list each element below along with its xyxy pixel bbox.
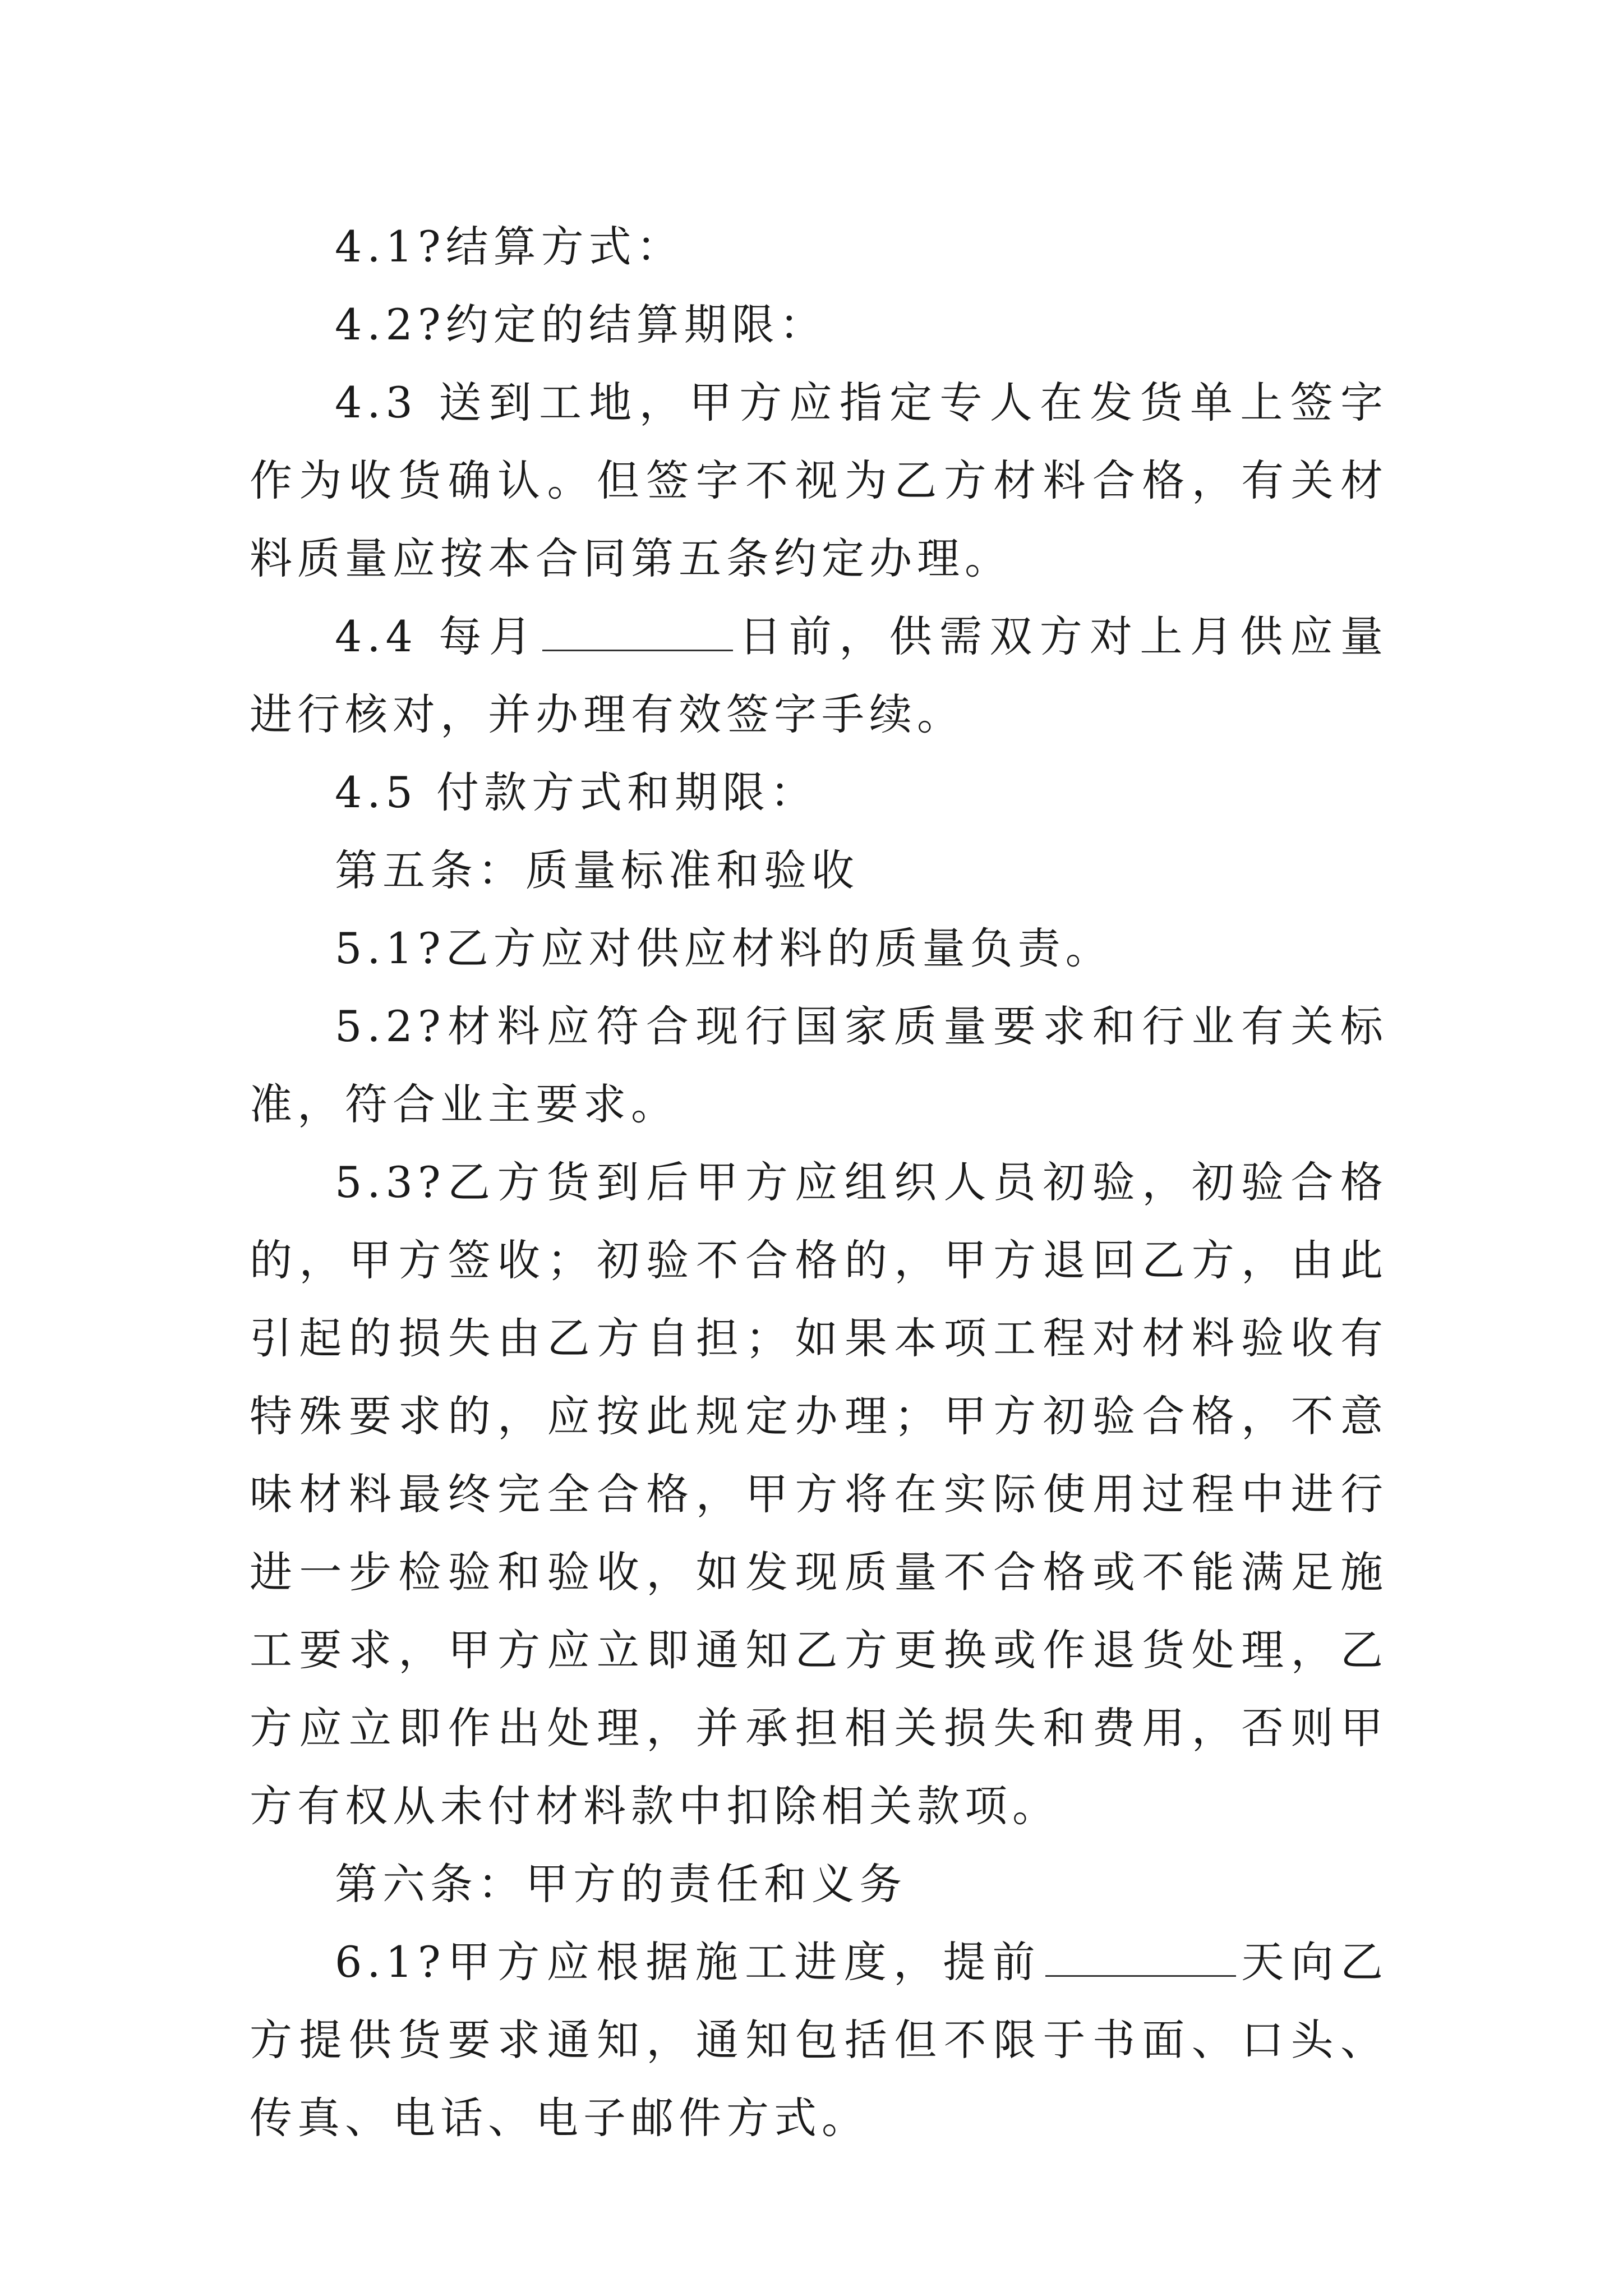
document-body: [250, 208, 1388, 2157]
clause-4-4: [250, 597, 1388, 753]
clause-5-1: 5.1?乙方应对供应材料的质量负责。: [335, 923, 1113, 973]
clause-4-4-text-after: 日前，供需双方对上月供应量进行核对，并办理有效签字手续。: [250, 611, 1389, 739]
clause-6-1: [250, 1923, 1388, 2157]
section-5-heading: 第五条：质量标准和验收: [335, 845, 859, 895]
fill-in-blank-days: [1045, 1939, 1236, 1977]
clause-4-4-text-before: 4.4 每月: [335, 611, 540, 661]
clause-4-5: 4.5 付款方式和期限：: [335, 767, 818, 817]
clause-4-2: 4.2?约定的结算期限：: [335, 300, 827, 349]
clause-4-1: 4.1?结算方式：: [335, 222, 684, 272]
clause-6-1-text-after: 天向乙方提供货要求通知，通知包括但不限于书面、口头、传真、电话、电子邮件方式。: [250, 1937, 1388, 2143]
clause-5-2: 5.2?材料应符合现行国家质量要求和行业有关标准，符合业主要求。: [250, 1001, 1388, 1129]
clause-5-3: 5.3?乙方货到后甲方应组织人员初验，初验合格的，甲方签收；初验不合格的，甲方退回乙方，由此引起的损失由乙方自担；如果本项工程对材料验收有特殊要求的，应按此规定办理；甲方初验合格，不意味材料最终完全合格，甲方将在实际使用过程中进行进一步检验和验收，如发现质量不合格或不能满足施工要求，甲方应立即通知乙方更换或作退货处理，乙方应立即作出处理，并承担相关损失和费用，否则甲方有权从未付材料款中扣除相关款项。: [250, 1157, 1388, 1831]
fill-in-blank-day: [542, 614, 733, 651]
section-6-heading: 第六条：甲方的责任和义务: [335, 1859, 907, 1909]
clause-4-3: 4.3 送到工地，甲方应指定专人在发货单上签字作为收货确认。但签字不视为乙方材料合格，有关材料质量应按本合同第五条约定办理。: [250, 378, 1388, 583]
clause-6-1-text-before: 6.1?甲方应根据施工进度，提前: [335, 1937, 1042, 1987]
